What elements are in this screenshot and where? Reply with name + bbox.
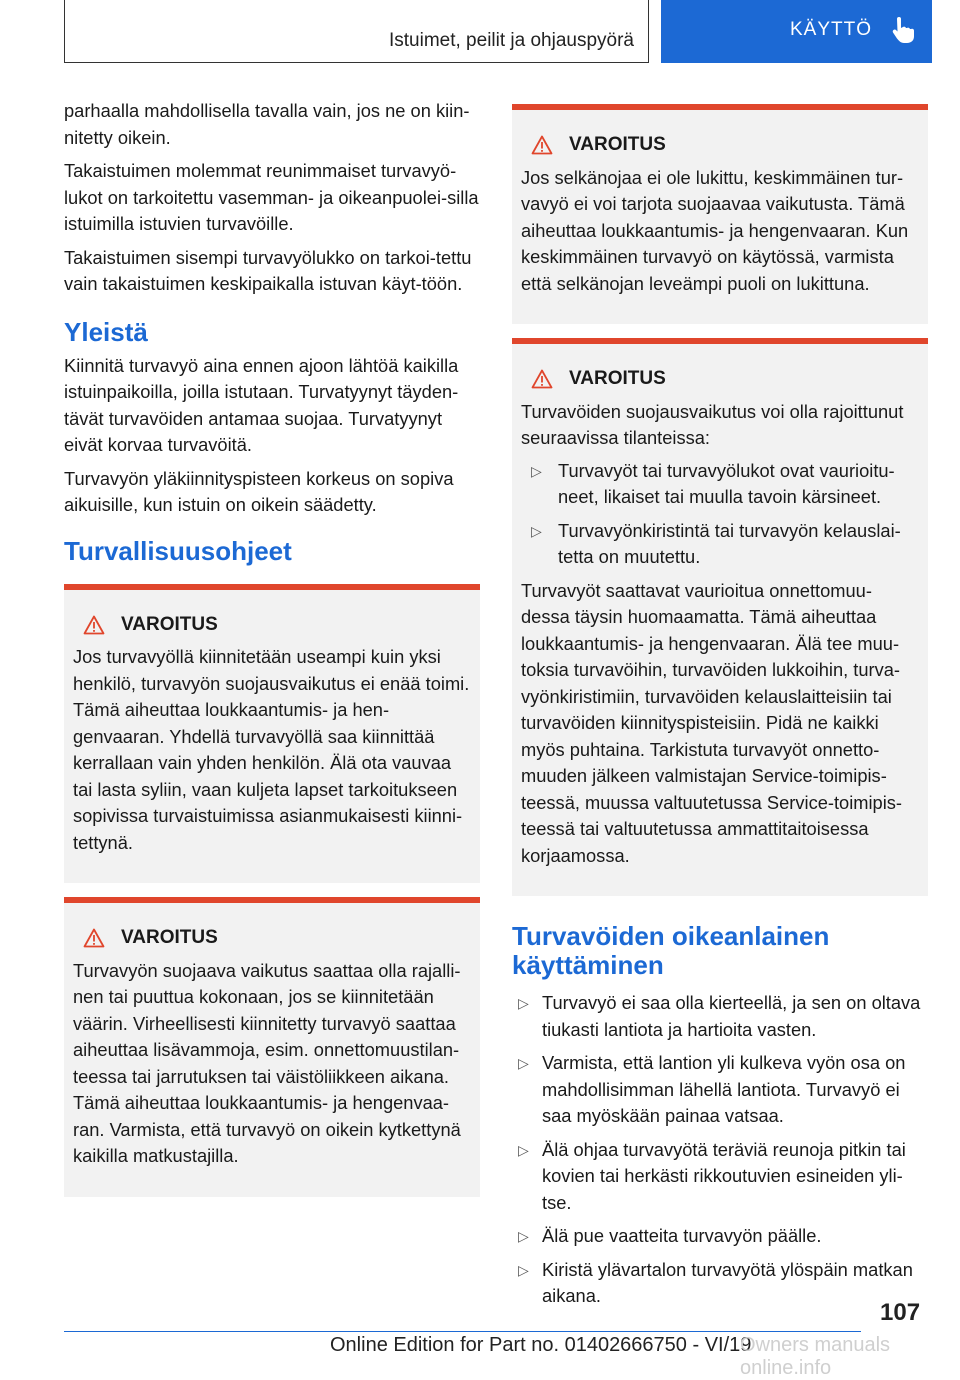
right-column — [512, 104, 928, 1317]
warning-title — [73, 612, 470, 639]
list-item-text: Varmista, että lantion yli kulkeva vyön osa on mahdollisimman lähellä lantiota. Turvavyö ei saa myöskään painaa vatsaa. — [542, 1052, 906, 1126]
list-item — [512, 1137, 928, 1217]
general-paragraph: Kiinnitä turvavyö aina ennen ajoon lähtöä kaikilla istuinpaikoilla, joilla istutaan. Turvatyynyt täyden-tävät turvavöiden antamaa suojaa. Turvatyynyt eivät korvaa turvavöitä. — [64, 354, 459, 455]
warning-box — [64, 897, 480, 1197]
warning-title — [521, 366, 918, 393]
warning-box — [64, 584, 480, 884]
warning-outro: Turvavyöt saattavat vaurioitua onnettomuu-dessa täysin huomaamatta. Tämä aiheuttaa loukkaantumis- ja hengenvaaran. Älä tee muu-toksia turvavöihin, turvavöiden lukkoihin, turva-vyönkiristimiin, turvavöiden kelauslaitteisiin tai turvavöiden kiinnityspisteisiin. Pidä ne kaikki myös puhtaina. Tarkistuta turvavyöt onnetto-muuden jälkeen valmistajan Service-toimipis-teessä, muussa valtuutetussa Service-toimipis-teessä tai valtuutetussa ammattitaitoisessa korjaamossa. — [521, 579, 903, 866]
list-item — [512, 1257, 928, 1310]
warning-title — [73, 925, 470, 952]
warning-text: Turvavyön suojaava vaikutus saattaa olla rajalli-nen tai puuttua kokonaan, jos se kiinnitetään väärin. Virheellisesti kiinnitetty turvavyö saattaa aiheuttaa lisävammoja, esim. onnettomuustilan-teessa tai jarrutuksen tai väistöliikkeen aikana. Tämä aiheuttaa loukkaantumis- ja hengenvaa-ran. Varmista, että turvavyö on oikein kytkettynä kaikilla matkustajilla. — [73, 959, 461, 1166]
warning-box — [512, 104, 928, 324]
list-item-text: Älä ohjaa turvavyötä teräviä reunoja pitkin tai kovien tai herkästi rikkoutuvien esineiden yli-tse. — [542, 1138, 906, 1213]
warning-title — [521, 132, 918, 159]
warning-title-text: VAROITUS — [569, 368, 666, 389]
general-paragraph: Turvavyön yläkiinnityspisteen korkeus on sopiva aikuisille, kun istuin on oikein säädetty. — [64, 467, 454, 515]
list-item — [521, 518, 918, 571]
warning-text: Jos selkänojaa ei ole lukittu, keskimmäinen tur-vavyö ei voi tarjota suojaavaa vaikutusta. Tämä aiheuttaa loukkaantumis- ja hengenvaaran. Kun keskimmäinen turvavyö on käytössä, varmista että selkänojan leveämpi puoli on lukittuna. — [521, 166, 909, 294]
list-item-text: Kiristä ylävartalon turvavyötä ylöspäin matkan aikana. — [542, 1258, 913, 1306]
list-item — [512, 990, 928, 1043]
general-heading: Yleistä — [64, 316, 148, 347]
list-item-text: Turvavyö ei saa olla kierteellä, ja sen on oltava tiukasti lantiota ja hartioita vasten. — [542, 992, 921, 1040]
warning-text: Jos turvavyöllä kiinnitetään useampi kuin yksi henkilö, turvavyön suojausvaikutus ei enää toimi. Tämä aiheuttaa loukkaantumis- ja hen-genvaaran. Yhdellä turvavyöllä saa kiinnittää kerrallaan vain yhden henkilön. Älä ota vauvaa tai lasta syliin, vaan kuljeta lapset tarkoitukseen sopivissa turvaistuimissa asianmukaisesti kiinni-tettynä. — [73, 646, 470, 853]
section-title: Istuimet, peilit ja ohjauspyörä — [388, 30, 634, 51]
triangle-bullet-icon: ▷ — [518, 995, 529, 1011]
warning-intro: Turvavöiden suojausvaikutus voi olla rajoittunut seuraavissa tilanteissa: — [521, 400, 904, 448]
intro-paragraph: Takaistuimen molemmat reunimmaiset turvavyö-lukot on tarkoitettu vasemman- ja oikeanpuolei-silla istuimilla istuvien turvavöille. — [64, 160, 479, 234]
safety-heading: Turvallisuusohjeet — [64, 535, 292, 566]
left-column — [64, 98, 480, 1211]
warning-title-text: VAROITUS — [121, 927, 218, 948]
warning-list — [521, 458, 918, 571]
intro-paragraph: Takaistuimen sisempi turvavyölukko on tarkoi-tettu vain takaistuimen keskipaikalla istuvan käyt-töön. — [64, 246, 472, 294]
triangle-bullet-icon: ▷ — [518, 1261, 529, 1278]
warning-title-text: VAROITUS — [121, 613, 218, 635]
watermark: Owners manuals online.info — [740, 1334, 891, 1379]
triangle-bullet-icon: ▷ — [531, 462, 542, 479]
triangle-bullet-icon: ▷ — [531, 522, 542, 539]
warning-triangle-icon — [83, 615, 105, 635]
list-item-text: Turvavyönkiristintä tai turvavyön kelauslai-tetta on muutettu. — [558, 519, 901, 567]
list-item — [512, 1050, 928, 1130]
list-item-text: Älä pue vaatteita turvavyön päälle. — [542, 1225, 822, 1246]
list-item — [512, 1223, 928, 1250]
warning-triangle-icon — [531, 369, 553, 389]
chapter-title: KÄYTTÖ — [789, 18, 872, 40]
warning-triangle-icon — [531, 135, 553, 155]
hand-pointer-icon — [890, 16, 916, 44]
warning-box — [512, 338, 928, 896]
intro-paragraph: parhaalla mahdollisella tavalla vain, jos ne on kiin-nitetty oikein. — [64, 100, 470, 148]
footer-divider — [64, 1331, 861, 1332]
triangle-bullet-icon: ▷ — [518, 1141, 529, 1158]
correct-use-heading: Turvavöiden oikeanlainen käyttäminen — [512, 921, 830, 980]
chapter-tab[interactable] — [661, 0, 932, 63]
warning-triangle-icon — [83, 928, 105, 948]
list-item-text: Turvavyöt tai turvavyölukot ovat vaurioitu-neet, likaiset tai muulla tavoin kärsineet. — [558, 459, 895, 507]
correct-use-list — [512, 990, 928, 1310]
list-item — [521, 458, 918, 511]
triangle-bullet-icon: ▷ — [518, 1055, 529, 1071]
triangle-bullet-icon: ▷ — [518, 1228, 529, 1244]
page-number: 107 — [880, 1299, 921, 1326]
edition-text: Online Edition for Part no. 01402666750 - VI/19 — [330, 1334, 752, 1356]
section-header — [64, 0, 649, 63]
warning-title-text: VAROITUS — [569, 134, 666, 155]
